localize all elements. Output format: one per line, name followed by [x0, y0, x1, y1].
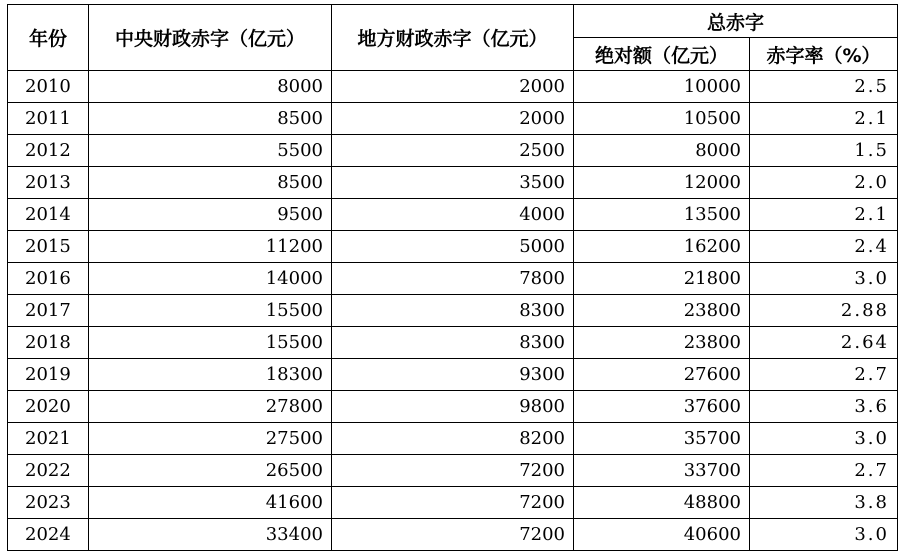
cell-central-deficit: 8000	[89, 71, 332, 103]
cell-local-deficit: 3500	[332, 167, 574, 199]
cell-year: 2024	[8, 519, 89, 551]
table-row	[8, 135, 898, 167]
cell-deficit-rate: 3.0	[750, 519, 898, 551]
table-row	[8, 71, 898, 103]
cell-year: 2014	[8, 199, 89, 231]
cell-central-deficit: 8500	[89, 167, 332, 199]
cell-total-absolute: 35700	[574, 423, 750, 455]
cell-deficit-rate: 2.4	[750, 231, 898, 263]
cell-total-absolute: 10500	[574, 103, 750, 135]
table-row	[8, 231, 898, 263]
cell-year: 2023	[8, 487, 89, 519]
cell-deficit-rate: 2.0	[750, 167, 898, 199]
cell-deficit-rate: 2.5	[750, 71, 898, 103]
cell-local-deficit: 8200	[332, 423, 574, 455]
table-row	[8, 359, 898, 391]
cell-year: 2017	[8, 295, 89, 327]
cell-local-deficit: 7800	[332, 263, 574, 295]
cell-deficit-rate: 1.5	[750, 135, 898, 167]
cell-central-deficit: 41600	[89, 487, 332, 519]
cell-central-deficit: 11200	[89, 231, 332, 263]
cell-year: 2010	[8, 71, 89, 103]
cell-deficit-rate: 2.64	[750, 327, 898, 359]
cell-total-absolute: 8000	[574, 135, 750, 167]
cell-year: 2022	[8, 455, 89, 487]
cell-total-absolute: 12000	[574, 167, 750, 199]
header-local-deficit: 地方财政赤字（亿元）	[332, 5, 574, 71]
cell-central-deficit: 9500	[89, 199, 332, 231]
cell-central-deficit: 26500	[89, 455, 332, 487]
cell-local-deficit: 7200	[332, 487, 574, 519]
cell-total-absolute: 37600	[574, 391, 750, 423]
table-row	[8, 327, 898, 359]
cell-local-deficit: 4000	[332, 199, 574, 231]
cell-local-deficit: 7200	[332, 519, 574, 551]
cell-deficit-rate: 3.8	[750, 487, 898, 519]
cell-local-deficit: 8300	[332, 295, 574, 327]
cell-total-absolute: 48800	[574, 487, 750, 519]
cell-total-absolute: 21800	[574, 263, 750, 295]
cell-local-deficit: 8300	[332, 327, 574, 359]
cell-central-deficit: 27800	[89, 391, 332, 423]
cell-year: 2011	[8, 103, 89, 135]
cell-deficit-rate: 2.88	[750, 295, 898, 327]
header-row-1	[8, 5, 898, 38]
header-year: 年份	[8, 5, 89, 71]
header-total-deficit: 总赤字	[574, 5, 898, 38]
cell-central-deficit: 15500	[89, 295, 332, 327]
cell-deficit-rate: 3.0	[750, 263, 898, 295]
cell-deficit-rate: 3.0	[750, 423, 898, 455]
header-total-absolute: 绝对额（亿元）	[574, 38, 750, 71]
table-header	[8, 5, 898, 71]
cell-deficit-rate: 3.6	[750, 391, 898, 423]
table-row	[8, 519, 898, 551]
cell-local-deficit: 2000	[332, 103, 574, 135]
cell-year: 2018	[8, 327, 89, 359]
cell-central-deficit: 8500	[89, 103, 332, 135]
cell-year: 2013	[8, 167, 89, 199]
table-row	[8, 103, 898, 135]
cell-total-absolute: 13500	[574, 199, 750, 231]
header-deficit-rate: 赤字率（%）	[750, 38, 898, 71]
cell-year: 2019	[8, 359, 89, 391]
cell-local-deficit: 5000	[332, 231, 574, 263]
table-row	[8, 263, 898, 295]
cell-year: 2015	[8, 231, 89, 263]
cell-central-deficit: 5500	[89, 135, 332, 167]
table-row	[8, 199, 898, 231]
cell-central-deficit: 33400	[89, 519, 332, 551]
table-row	[8, 295, 898, 327]
cell-total-absolute: 23800	[574, 327, 750, 359]
cell-deficit-rate: 2.7	[750, 455, 898, 487]
cell-local-deficit: 2500	[332, 135, 574, 167]
cell-central-deficit: 15500	[89, 327, 332, 359]
table-row	[8, 167, 898, 199]
cell-local-deficit: 9300	[332, 359, 574, 391]
cell-local-deficit: 9800	[332, 391, 574, 423]
cell-central-deficit: 27500	[89, 423, 332, 455]
table-row	[8, 391, 898, 423]
cell-local-deficit: 2000	[332, 71, 574, 103]
table-row	[8, 423, 898, 455]
cell-total-absolute: 27600	[574, 359, 750, 391]
cell-central-deficit: 14000	[89, 263, 332, 295]
cell-total-absolute: 33700	[574, 455, 750, 487]
cell-year: 2016	[8, 263, 89, 295]
table-row	[8, 455, 898, 487]
cell-deficit-rate: 2.7	[750, 359, 898, 391]
cell-total-absolute: 23800	[574, 295, 750, 327]
cell-year: 2020	[8, 391, 89, 423]
cell-year: 2021	[8, 423, 89, 455]
cell-central-deficit: 18300	[89, 359, 332, 391]
cell-local-deficit: 7200	[332, 455, 574, 487]
deficit-table	[7, 4, 898, 551]
header-central-deficit: 中央财政赤字（亿元）	[89, 5, 332, 71]
cell-year: 2012	[8, 135, 89, 167]
cell-deficit-rate: 2.1	[750, 103, 898, 135]
cell-total-absolute: 10000	[574, 71, 750, 103]
cell-deficit-rate: 2.1	[750, 199, 898, 231]
cell-total-absolute: 40600	[574, 519, 750, 551]
cell-total-absolute: 16200	[574, 231, 750, 263]
deficit-table-container	[7, 4, 898, 551]
table-body	[8, 71, 898, 551]
table-row	[8, 487, 898, 519]
